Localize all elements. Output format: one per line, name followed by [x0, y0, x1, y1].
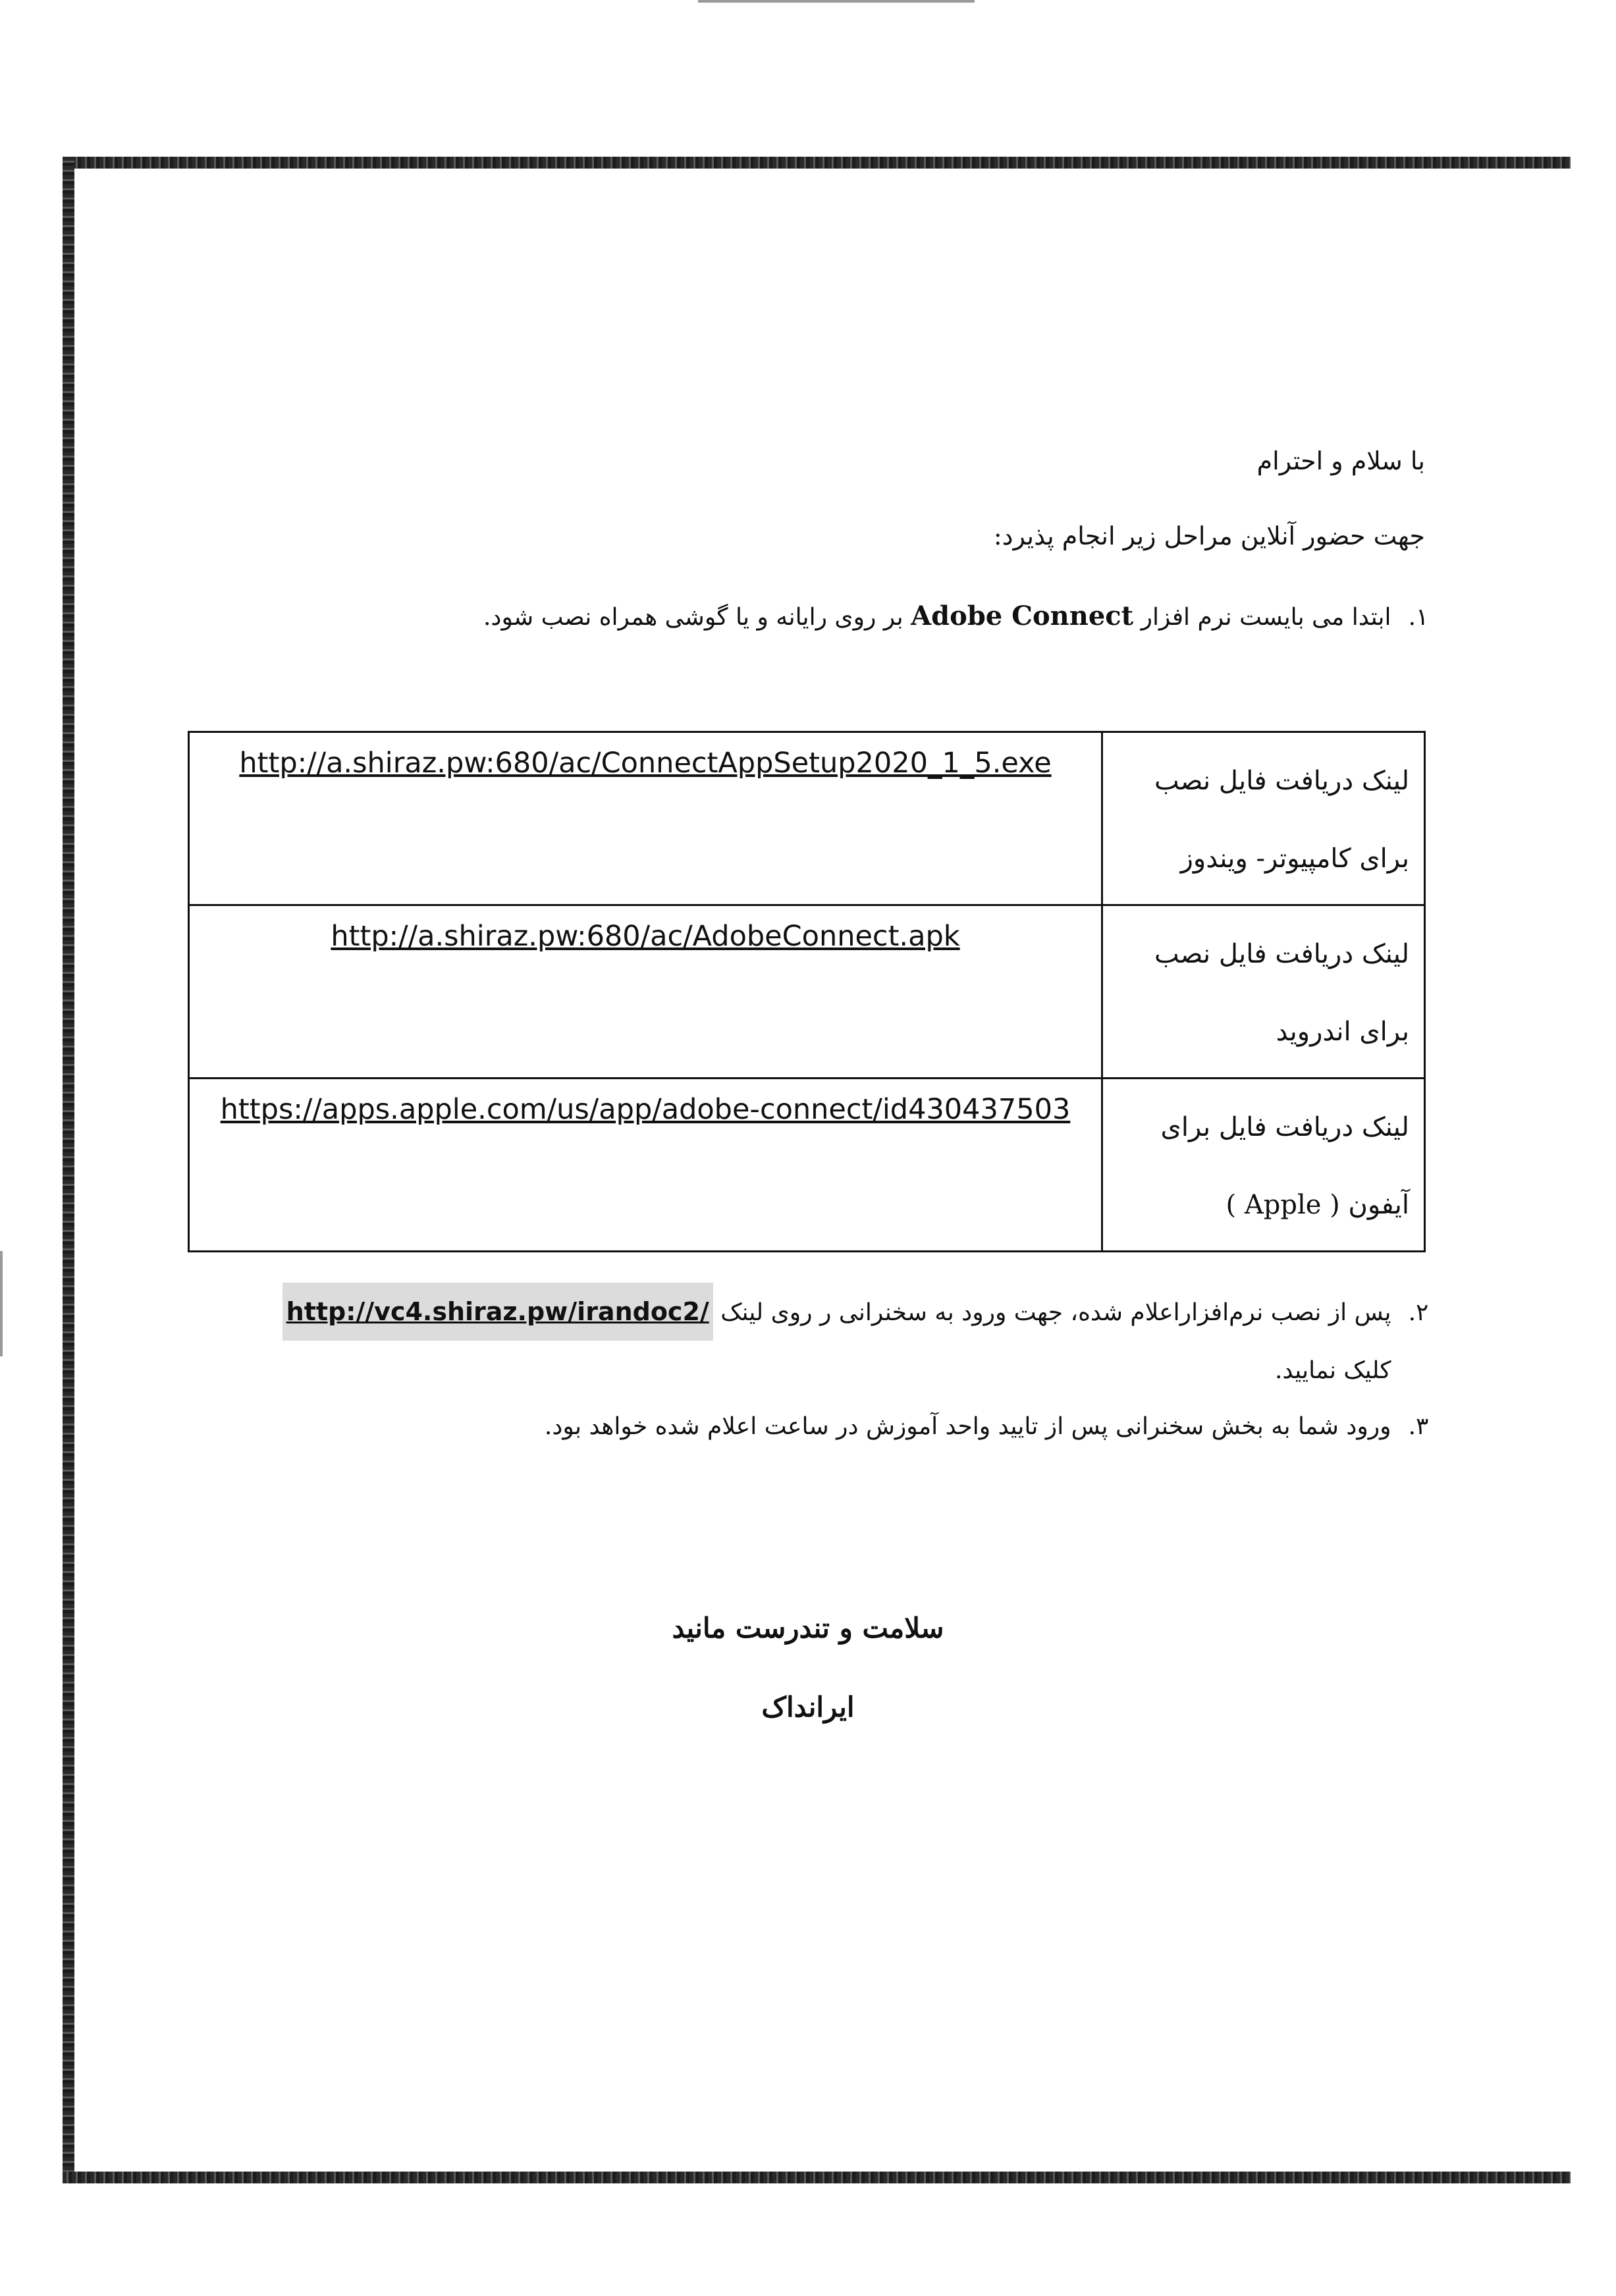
step-3-text: ورود شما به بخش سخنرانی پس از تایید واحد آموزش در ساعت اعلام شده خواهد بود.	[544, 1413, 1391, 1440]
scan-line	[698, 0, 975, 3]
step-3-number: ۳.	[1408, 1413, 1429, 1440]
label-line: لینک دریافت فایل نصب	[1154, 939, 1409, 969]
label-line: لینک دریافت فایل برای	[1160, 1112, 1409, 1142]
step-1-app-name: Adobe Connect	[911, 601, 1134, 631]
table-row	[189, 732, 1425, 905]
step-2	[187, 1283, 1438, 1400]
label-line: برای کامپیوتر- ویندوز	[1180, 843, 1409, 874]
step-1	[187, 601, 1438, 631]
download-link-android[interactable]: http://a.shiraz.pw:680/ac/AdobeConnect.apk	[331, 920, 960, 953]
step-2-text-after: کلیک نمایید.	[1274, 1357, 1391, 1384]
step-3	[187, 1413, 1438, 1440]
download-label-iphone	[1102, 1079, 1425, 1252]
page-frame-bottom	[63, 2172, 1571, 2183]
step-1-text-before: ابتدا می بایست نرم افزار	[1141, 604, 1391, 631]
download-url-cell	[189, 905, 1102, 1079]
table-row	[189, 905, 1425, 1079]
step-2-number: ۲.	[1408, 1299, 1429, 1326]
closing-wish: سلامت و تندرست مانید	[672, 1612, 944, 1644]
step-1-number: ۱.	[1408, 604, 1429, 631]
greeting: با سلام و احترام	[1256, 446, 1425, 475]
scan-mark	[0, 1251, 3, 1356]
download-label-windows	[1102, 732, 1425, 905]
label-line: برای اندروید	[1276, 1017, 1409, 1047]
page-frame-left	[63, 157, 74, 2172]
download-label-android	[1102, 905, 1425, 1079]
table-row	[189, 1079, 1425, 1252]
download-link-iphone[interactable]: https://apps.apple.com/us/app/adobe-connect/id430437503	[220, 1093, 1071, 1126]
step-2-text-before: پس از نصب نرم‌افزاراعلام شده، جهت ورود به سخنرانی ر روی لینک	[720, 1299, 1391, 1326]
intro-text: جهت حضور آنلاین مراحل زیر انجام پذیرد:	[993, 521, 1425, 550]
page-frame-top	[63, 157, 1571, 169]
download-url-cell	[189, 1079, 1102, 1252]
label-line: آیفون ( Apple )	[1225, 1190, 1409, 1220]
label-line: لینک دریافت فایل نصب	[1154, 766, 1409, 796]
lecture-link[interactable]: http://vc4.shiraz.pw/irandoc2/	[283, 1283, 713, 1341]
step-1-text-after: بر روی رایانه و یا گوشی همراه نصب شود.	[483, 604, 903, 631]
download-link-windows[interactable]: http://a.shiraz.pw:680/ac/ConnectAppSetup2020_1_5.exe	[239, 747, 1052, 780]
signature-org: ایرانداک	[761, 1691, 855, 1723]
download-links-table	[188, 731, 1426, 1252]
download-url-cell	[189, 732, 1102, 905]
